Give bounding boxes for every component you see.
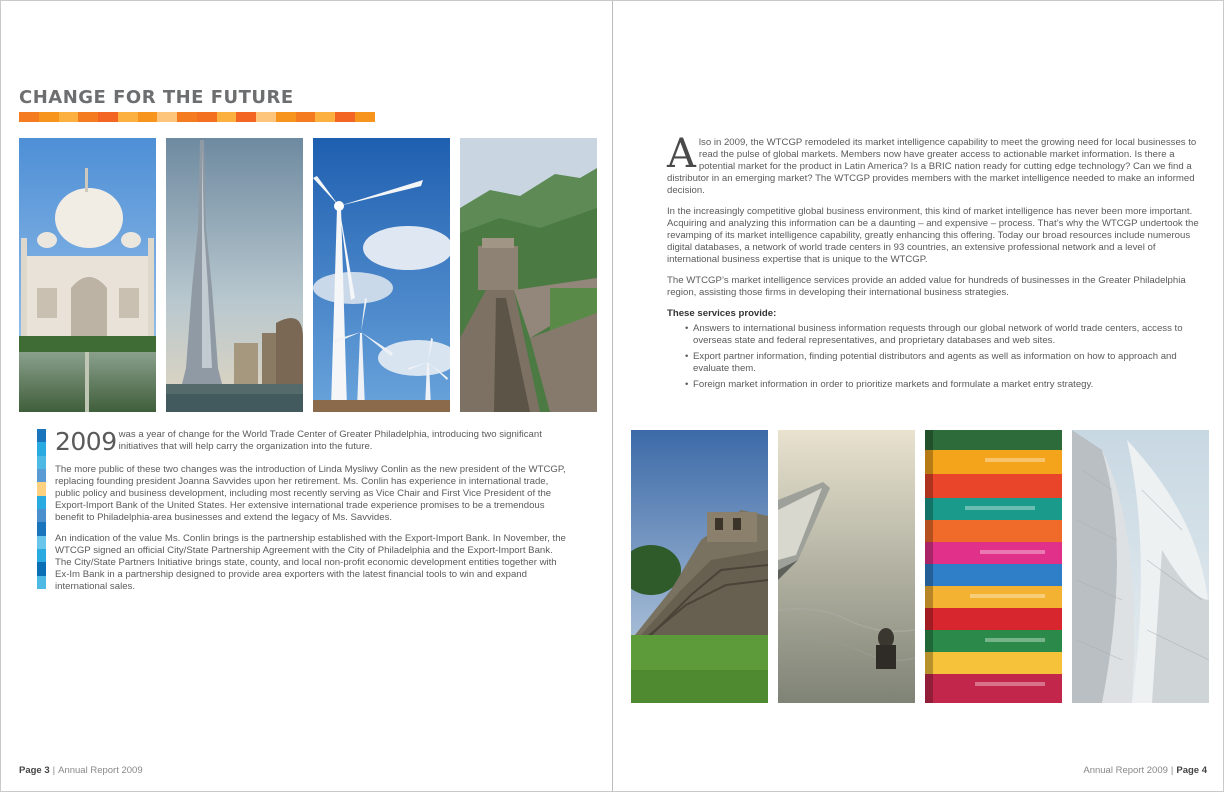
- intro-text: [55, 429, 571, 602]
- section-title: CHANGE FOR THE FUTURE: [19, 87, 294, 108]
- decorative-color-bar: [19, 112, 375, 122]
- color-bar-segment: [59, 112, 79, 122]
- right-paragraph-3: The WTCGP’s market intelligence services provide an added value for hundreds of businesses in the Greater Philadelphia region, assisting those firms in developing their international business strategies.: [667, 275, 1186, 298]
- burj-khalifa-photo: [166, 138, 303, 412]
- side-stripe-segment: [37, 496, 46, 509]
- color-bar-segment: [138, 112, 158, 122]
- color-bar-segment: [236, 112, 256, 122]
- intro-lead-paragraph: [55, 427, 571, 456]
- intro-paragraph-3: An indication of the value Ms. Conlin brings is the partnership established with the Export-Import Bank. In November, the WTCGP signed an official City/State Partnership Agreement with the City of Philadelphia and the Export-Import Bank. The City/State Partners Initiative brings state, county, and local non-profit economic development entities together with Ex-Im Bank in a partnership designed to provide area exporters with the latest financial tools to win and expand international sales.: [55, 533, 566, 592]
- lotus-temple-photo: [1072, 430, 1209, 703]
- left-page: [1, 1, 613, 792]
- service-item: • Export partner information, finding potential distributors and agents as well as information on how to approach and evaluate them.: [687, 351, 1199, 375]
- intro-paragraph-2: The more public of these two changes was the introduction of Linda Mysliwy Conlin as the new president of the WTCGP, replacing founding president Joanna Savvides upon her retirement. Ms. Conlin has experience in international trade, public policy and business development, including most recently serving as Vice Chair and First Vice President of the Export-Import Bank of the United States. Her extensive international trade experience promises to be a tremendous benefit to Philadelphia-area businesses and extend the legacy of Ms. Savvides.: [55, 464, 566, 523]
- side-stripe-segment: [37, 576, 46, 589]
- photo-row-bottom: [631, 430, 1209, 703]
- footer-separator: |: [1170, 765, 1174, 776]
- intro-lead-text: was a year of change for the World Trade Center of Greater Philadelphia, introducing two significant initiatives that will help carry the organization into the future.: [118, 429, 542, 452]
- wind-turbines-photo: [313, 138, 450, 412]
- footer-report-label: Annual Report 2009: [58, 765, 143, 776]
- side-stripe-segment: [37, 429, 46, 442]
- side-stripe-segment: [37, 522, 46, 535]
- color-bar-segment: [19, 112, 39, 122]
- color-bar-segment: [315, 112, 335, 122]
- taj-mahal-photo: [19, 138, 156, 412]
- service-item: • Foreign market information in order to prioritize markets and formulate a market entry strategy.: [687, 379, 1199, 391]
- great-wall-photo: [460, 138, 597, 412]
- photo-row-top: [19, 138, 597, 412]
- services-list: [667, 323, 1199, 391]
- mayan-pyramid-photo: [631, 430, 768, 703]
- footer-left: [19, 765, 143, 776]
- decorative-side-stripe: [37, 429, 46, 589]
- woven-textiles-photo: [925, 430, 1062, 703]
- color-bar-segment: [39, 112, 59, 122]
- side-stripe-segment: [37, 482, 46, 495]
- color-bar-segment: [197, 112, 217, 122]
- services-heading: These services provide:: [667, 308, 777, 319]
- color-bar-segment: [157, 112, 177, 122]
- footer-right: [1083, 765, 1207, 776]
- footer-separator: |: [52, 765, 56, 776]
- side-stripe-segment: [37, 549, 46, 562]
- side-stripe-segment: [37, 456, 46, 469]
- boat-on-water-photo: [778, 430, 915, 703]
- right-paragraph-2: In the increasingly competitive global business environment, this kind of market intelligence has never been more important. Acquiring and analyzing this information can be a daunting – and expensive – process. That’s why the WTCGP undertook the revamping of its market intelligence capability, greatly enhancing this offering. Today our broad resources include numerous digital databases, a network of world trade centers in 93 countries, an extensive professional network and a level of international business expertise that is unique to the WTCGP.: [667, 206, 1199, 265]
- right-page: [613, 1, 1224, 792]
- footer-report-label: Annual Report 2009: [1083, 765, 1168, 776]
- service-item: • Answers to international business information requests through our global network of world trade centers, access to overseas state and federal representatives, and proprietary databases and web sites.: [687, 323, 1199, 347]
- color-bar-segment: [256, 112, 276, 122]
- color-bar-segment: [217, 112, 237, 122]
- side-stripe-segment: [37, 509, 46, 522]
- side-stripe-segment: [37, 469, 46, 482]
- page-number: Page 3: [19, 765, 50, 776]
- side-stripe-segment: [37, 562, 46, 575]
- color-bar-segment: [335, 112, 355, 122]
- color-bar-segment: [177, 112, 197, 122]
- page-number: Page 4: [1176, 765, 1207, 776]
- color-bar-segment: [296, 112, 316, 122]
- color-bar-segment: [276, 112, 296, 122]
- side-stripe-segment: [37, 536, 46, 549]
- drop-cap: A: [667, 131, 696, 177]
- right-paragraph-1-text: lso in 2009, the WTCGP remodeled its market intelligence capability to meet the growing need for local businesses to read the pulse of global markets. Members now have greater access to actionable market information. Is there a potential market for the product in Latin America? Is a BRIC nation ready for cutting edge technology? Can we find a distributor in an emerging market? The WTCGP provides members with the market intelligence needed to make an informed decision.: [667, 137, 1197, 196]
- year-heading: 2009: [55, 427, 117, 456]
- color-bar-segment: [78, 112, 98, 122]
- color-bar-segment: [355, 112, 375, 122]
- color-bar-segment: [118, 112, 138, 122]
- right-paragraph-1: [667, 131, 1199, 197]
- color-bar-segment: [98, 112, 118, 122]
- market-intelligence-text: [667, 131, 1199, 395]
- side-stripe-segment: [37, 442, 46, 455]
